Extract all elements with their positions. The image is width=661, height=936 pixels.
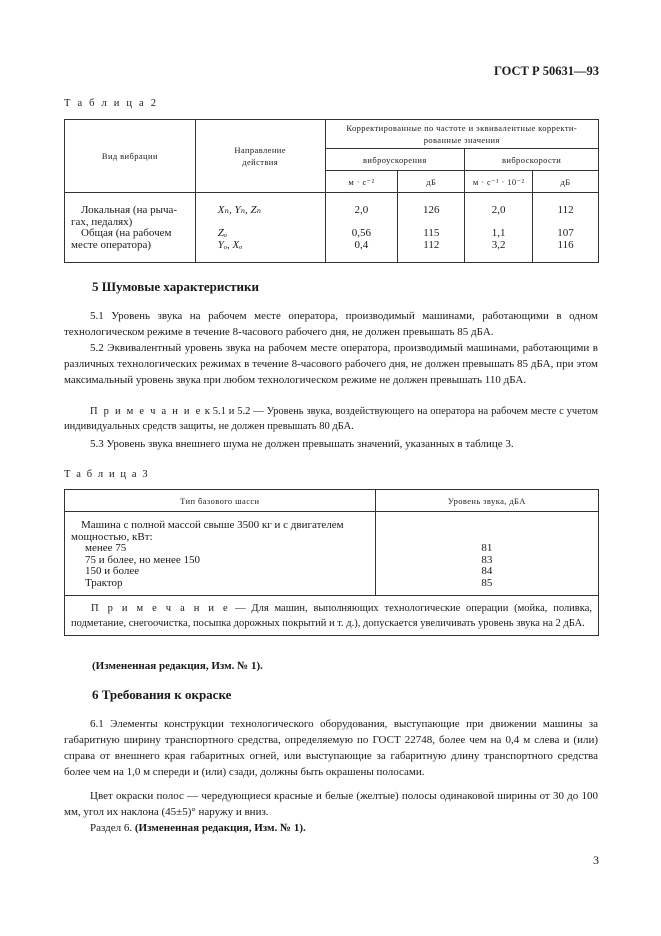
section6-title: 6 Требования к окраске <box>92 687 232 702</box>
table3 <box>64 489 599 636</box>
document-header: ГОСТ Р 50631—93 <box>493 64 599 78</box>
table2-head-velocity: виброскорости <box>465 149 599 171</box>
paragraph-6-1: 6.1 Элементы конструкции технологического оборудования, выступающие при движении машины за габаритную ширину транспортного средства, определяемую по ГОСТ 22748, более чем на 0,4 м слева и (или) справа от внешнего края габаритных огней, или выступающие за габаритную длину транспортного средства более чем на 1,0 м спереди и (или) сзади, должны быть окрашены полосами. <box>64 718 598 778</box>
table2-col-vel-ms: 2,0 1,1 3,2 <box>465 193 533 263</box>
table3-head-chassis: Тип базового шасси <box>65 490 376 512</box>
table2-unit-db2: дБ <box>533 171 599 193</box>
table2-col-direction: Xₙ, Yₙ, Zₙ Zₒ Yₒ, Xₒ <box>195 193 325 263</box>
table2-caption: Т а б л и ц а 2 <box>64 98 159 109</box>
table2-head-vid: Вид вибрации <box>65 120 196 193</box>
table3-caption: Т а б л и ц а 3 <box>64 469 150 480</box>
table2-unit-ms: м · с⁻¹ · 10⁻² <box>465 171 533 193</box>
table2-col-vel-db: 112 107 116 <box>533 193 599 263</box>
table3-col-chassis: Машина с полной массой свыше 3500 кг и с двигателем мощностью, кВт: менее 75 75 и более, но менее 150 150 и более Трактор <box>65 512 376 596</box>
paragraph-5-3: 5.3 Уровень звука внешнего шума не должен превышать значений, указанных в таблице 3. <box>90 438 514 450</box>
table2-unit-ms2: м · с⁻² <box>325 171 398 193</box>
page-number: 3 <box>593 853 599 867</box>
table2-col-accel-db: 126 115 112 <box>398 193 465 263</box>
paragraph-5-1: 5.1 Уровень звука на рабочем месте оператора, производимый машинами, работающими в одном технологическом режиме в течение 8-часового рабочего дня, не должен превышать 85 дБА. <box>64 310 598 338</box>
table2-unit-db1: дБ <box>398 171 465 193</box>
change-note-1: (Измененная редакция, Изм. № 1). <box>92 660 263 672</box>
paragraph-6-colors: Цвет окраски полос — чередующиеся красные и белые (желтые) полосы одинаковой ширины от 30 до 100 мм, угол их наклона (45±5)° наружу и вниз. <box>64 790 598 818</box>
table3-head-level: Уровень звука, дБА <box>375 490 598 512</box>
table3-col-level: 81 83 84 85 <box>375 512 598 596</box>
section5-title: 5 Шумовые характеристики <box>92 279 259 294</box>
table2-col-vid: Локальная (на рыча- гах, педалях) Общая (на рабочем месте оператора) <box>65 193 196 263</box>
paragraph-6-change: Раздел 6. (Измененная редакция, Изм. № 1). <box>90 822 306 834</box>
table2-head-group: Корректированные по частоте и эквивалентные корректи- рованные значения <box>325 120 599 149</box>
table3-note: П р и м е ч а н и е — Для машин, выполняющих технологические операции (мойка, поливка, подметание, снегоочистка, посыпка дорожных покрытий и т. д.), допускается увеличивать уровень звука на 2 дБА. <box>65 596 599 636</box>
table2 <box>64 119 599 263</box>
table2-col-accel-ms2: 2,0 0,56 0,4 <box>325 193 398 263</box>
note-5: П р и м е ч а н и е к 5.1 и 5.2 — Уровень звука, воздействующего на оператора на рабочем месте с учетом индивидуальных средств защиты, не должен превышать 80 дБА. <box>64 406 598 432</box>
table2-head-direction: Направление действия <box>195 120 325 193</box>
table2-head-accel: виброускорения <box>325 149 465 171</box>
paragraph-5-2: 5.2 Эквивалентный уровень звука на рабочем месте оператора, производимый машинами, работающими в различных технологических режимах в течение 8-часового рабочего дня, не должен превышать 85 дБА, при этом максимальный уровень звука при любом технологическом режиме не должен превышать 110 дБА. <box>64 342 598 386</box>
